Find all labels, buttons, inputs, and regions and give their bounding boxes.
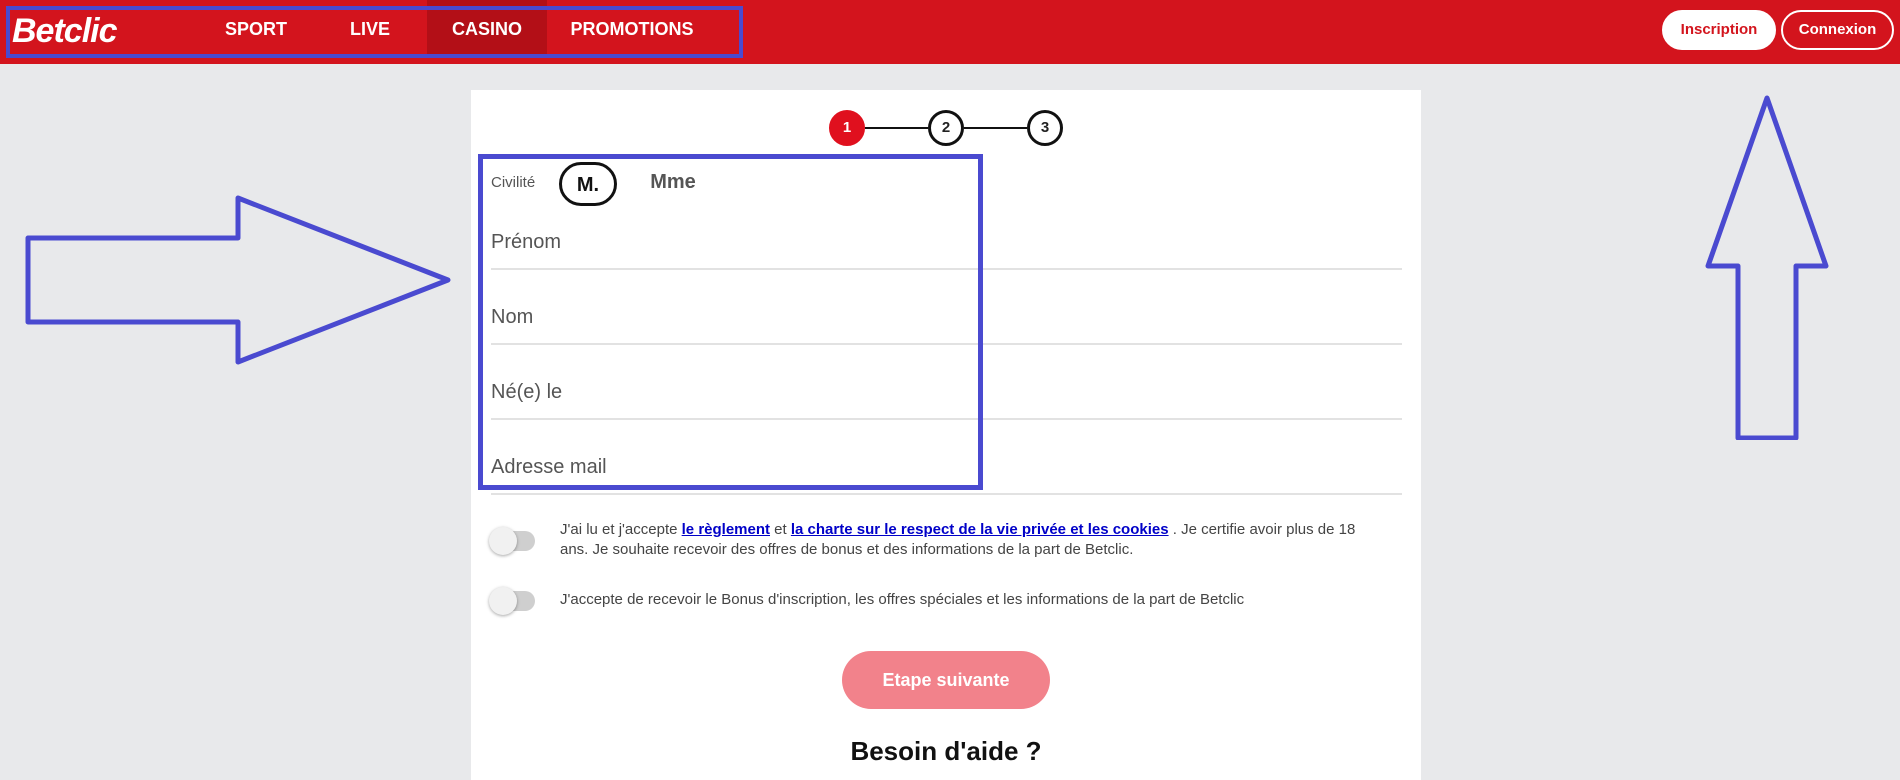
next-step-button[interactable]: Etape suivante [842, 651, 1050, 709]
toggle-knob [489, 587, 517, 615]
nav-casino[interactable]: CASINO [427, 0, 547, 54]
registration-stepper [829, 110, 1064, 146]
step-connector [865, 127, 928, 129]
connexion-button[interactable]: Connexion [1781, 10, 1894, 50]
consent-terms-mid: et [770, 521, 791, 538]
up-arrow-annotation [1700, 90, 1836, 440]
nav-annotation-box [6, 6, 743, 58]
step-3: 3 [1027, 110, 1063, 146]
step-2: 2 [928, 110, 964, 146]
email-placeholder: Adresse mail [491, 456, 607, 478]
civilite-label: Civilité [491, 174, 536, 191]
birthdate-placeholder: Né(e) le [491, 381, 563, 403]
betclic-logo[interactable]: Betclic [12, 12, 117, 50]
nav-live[interactable]: LIVE [349, 19, 390, 39]
consent-terms-suffix: . Je certifie avoir plus de 18 ans. Je souhaite recevoir des offres de bonus et des informations de la part de Betclic. [560, 521, 1356, 558]
consent-bonus-text: J'accepte de recevoir le Bonus d'inscription, les offres spéciales et les informations de la part de Betclic [560, 591, 1245, 608]
right-arrow-annotation [20, 190, 460, 370]
consent-terms-toggle[interactable] [491, 531, 535, 551]
privacy-charter-link[interactable]: la charte sur le respect de la vie privée et les cookies [790, 521, 1169, 538]
reglement-link[interactable]: le règlement [681, 521, 771, 538]
nav-promotions[interactable]: PROMOTIONS [570, 19, 694, 39]
toggle-knob [489, 527, 517, 555]
step-1: 1 [829, 110, 865, 146]
civilite-mme-option[interactable]: Mme [650, 171, 696, 193]
step-connector [964, 127, 1027, 129]
consent-terms-text [560, 520, 1380, 560]
consent-terms-prefix: J'ai lu et j'accepte [560, 521, 682, 538]
help-title: Besoin d'aide ? [850, 736, 1042, 766]
inscription-button[interactable]: Inscription [1662, 10, 1776, 50]
nav-sport[interactable]: SPORT [224, 19, 287, 39]
civilite-m-option[interactable]: M. [559, 162, 617, 206]
nom-placeholder: Nom [491, 306, 534, 328]
prenom-placeholder: Prénom [491, 231, 562, 253]
form-annotation-box [478, 154, 983, 490]
consent-bonus-toggle[interactable] [491, 591, 535, 611]
